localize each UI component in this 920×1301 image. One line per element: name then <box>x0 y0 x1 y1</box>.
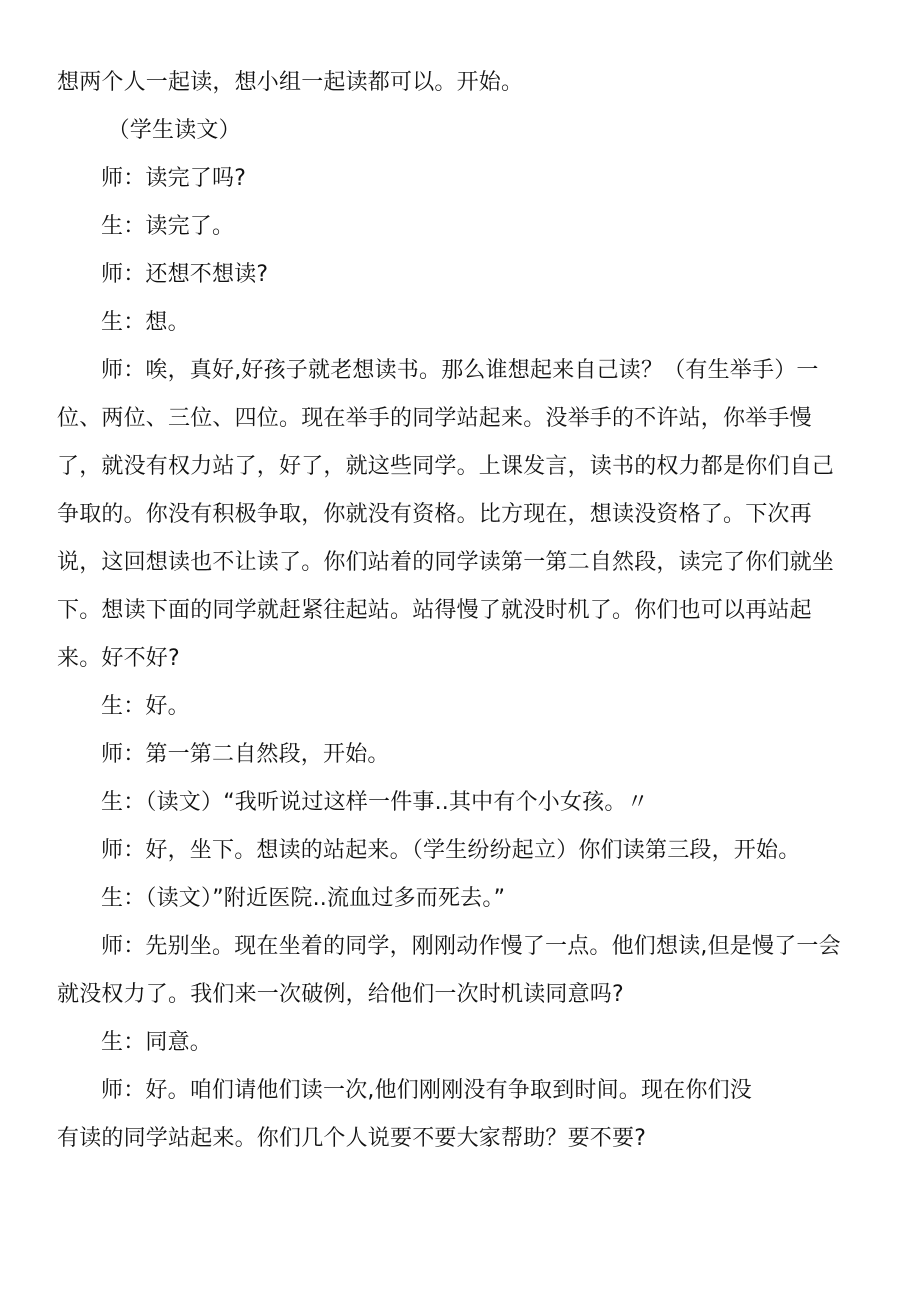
teacher-long-line: 师：唉，真好,好孩子就老想读书。那么谁想起来自己读？（有生举手）一位、两位、三位、四位。现在举手的同学站起来。没举手的不许站，你举手慢了，就没有权力站了，好了，就这些同学。上课发言，读书的权力都是你们自己争取的。你没有积极争取，你就没有资格。比方现在，想读没资格了。下次再说，这回想读也不让读了。你们站着的同学读第一第二自然段，读完了你们就坐下。想读下面的同学就赶紧往起站。站得慢了就没时机了。你们也可以再站起来。好不好? <box>57 358 835 671</box>
teacher-line: 师：先别坐。现在坐着的同学，刚刚动作慢了一点。他们想读,但是慢了一会就没权力了。我们来一次破例，给他们一次时机读同意吗? <box>57 934 841 1007</box>
teacher-line: 师：第一第二自然段，开始。 <box>101 742 390 767</box>
student-reading-line: 生：（读文）”附近医院..流血过多而死去。” <box>101 886 506 911</box>
student-line: 生：想。 <box>101 310 190 335</box>
teacher-line: 师：读完了吗? <box>101 166 247 191</box>
teacher-line: 师：好，坐下。想读的站起来。（学生纷纷起立）你们读第三段，开始。 <box>101 838 801 863</box>
student-line: 生：同意。 <box>101 1030 213 1055</box>
stage-direction: （学生读文） <box>107 118 241 143</box>
teacher-line: 师：还想不想读? <box>101 262 269 287</box>
student-reading-line: 生：（读文）“我听说过这样一件事..其中有个小女孩。〃 <box>101 790 649 815</box>
teacher-line-part-two: 有读的同学站起来。你们几个人说要不要大家帮助？要不要? <box>57 1126 647 1151</box>
paragraph-continuation: 想两个人一起读，想小组一起读都可以。开始。 <box>57 70 524 95</box>
teacher-line-part-one: 师：好。咱们请他们读一次,他们刚刚没有争取到时间。现在你们没 <box>101 1078 752 1103</box>
student-line: 生：读完了。 <box>101 214 235 239</box>
student-line: 生：好。 <box>101 694 190 719</box>
